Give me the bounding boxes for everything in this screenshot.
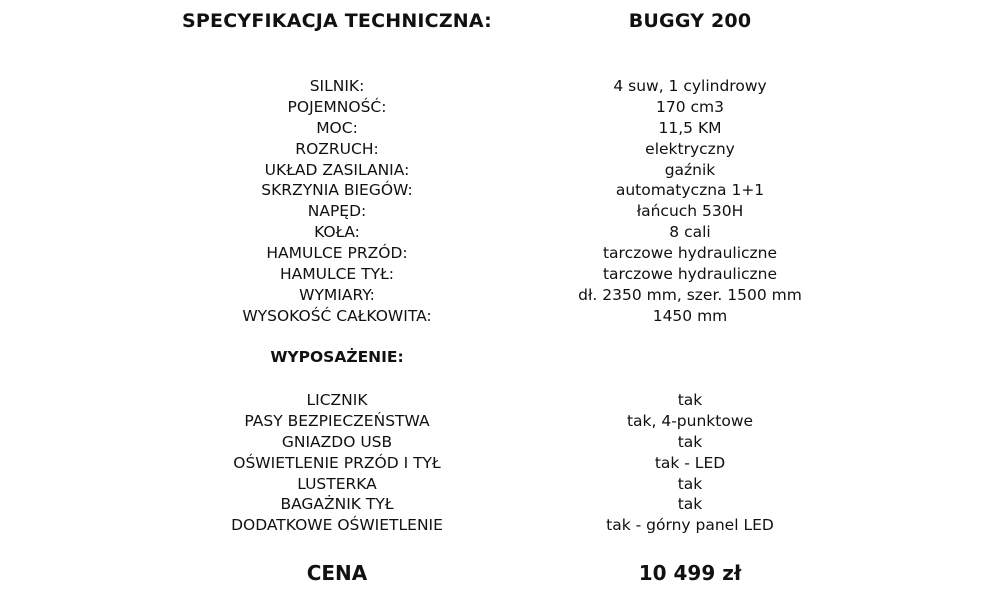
spec-value: gaźnik [664,160,716,179]
spec-label: WYMIARY: [299,285,375,304]
spec-label: UKŁAD ZASILANIA: [264,160,410,179]
spec-row [0,201,1000,222]
equipment-label: LICZNIK [306,391,368,409]
equipment-value: tak, 4-punktowe [626,411,754,430]
spec-label: HAMULCE TYŁ: [279,265,395,284]
equipment-row [0,453,1000,474]
spec-title: SPECYFIKACJA TECHNICZNA: [182,10,492,32]
spec-value: łańcuch 530H [636,202,744,221]
spec-row [0,285,1000,306]
spec-value: 170 cm3 [656,97,724,116]
equipment-value: tak - LED [654,453,726,472]
spec-label: NAPĘD: [307,202,367,221]
spec-label: SKRZYNIA BIEGÓW: [261,181,413,200]
spec-label: POJEMNOŚĆ: [287,97,387,116]
spec-row [0,306,1000,327]
equipment-value: tak - górny panel LED [606,516,774,535]
price-label: CENA [306,561,368,585]
spec-value: tarczowe hydrauliczne [602,244,778,263]
spec-label: ROZRUCH: [295,139,379,158]
spec-value: 8 cali [669,223,711,242]
spec-value: elektryczny [645,139,735,158]
spec-row [0,76,1000,97]
equipment-row [0,432,1000,453]
equipment-label: DODATKOWE OŚWIETLENIE [231,516,443,535]
equipment-row [0,515,1000,536]
spec-label: WYSOKOŚĆ CAŁKOWITA: [242,306,432,325]
equipment-value: tak [677,474,703,493]
price-value: 10 499 zł [638,561,742,585]
equipment-row [0,474,1000,495]
model-title: BUGGY 200 [628,10,752,32]
equipment-title: WYPOSAŻENIE: [270,348,404,366]
spec-row [0,139,1000,160]
spec-value: 11,5 KM [658,118,722,137]
equipment-row [0,411,1000,432]
spec-label: SILNIK: [309,77,365,95]
spec-value: dł. 2350 mm, szer. 1500 mm [578,285,802,304]
equipment-row [0,494,1000,515]
equipment-table [0,390,1000,536]
spec-value: 4 suw, 1 cylindrowy [613,77,767,95]
equipment-label: LUSTERKA [297,474,377,493]
spec-table [0,76,1000,327]
spec-row [0,97,1000,118]
equipment-value: tak [677,432,703,451]
spec-row [0,160,1000,181]
spec-row [0,243,1000,264]
spec-row [0,180,1000,201]
equipment-row [0,390,1000,411]
spec-label: KOŁA: [314,223,360,242]
equipment-label: BAGAŻNIK TYŁ [280,495,394,514]
equipment-label: GNIAZDO USB [281,432,393,451]
equipment-value: tak [677,391,703,409]
spec-value: 1450 mm [652,306,728,325]
equipment-label: PASY BEZPIECZEŃSTWA [244,411,430,430]
spec-value: automatyczna 1+1 [615,181,765,200]
spec-row [0,222,1000,243]
spec-label: MOC: [316,118,358,137]
spec-row [0,264,1000,285]
spec-value: tarczowe hydrauliczne [602,265,778,284]
spec-row [0,118,1000,139]
equipment-label: OŚWIETLENIE PRZÓD I TYŁ [233,453,441,472]
spec-label: HAMULCE PRZÓD: [266,244,408,263]
equipment-value: tak [677,495,703,514]
